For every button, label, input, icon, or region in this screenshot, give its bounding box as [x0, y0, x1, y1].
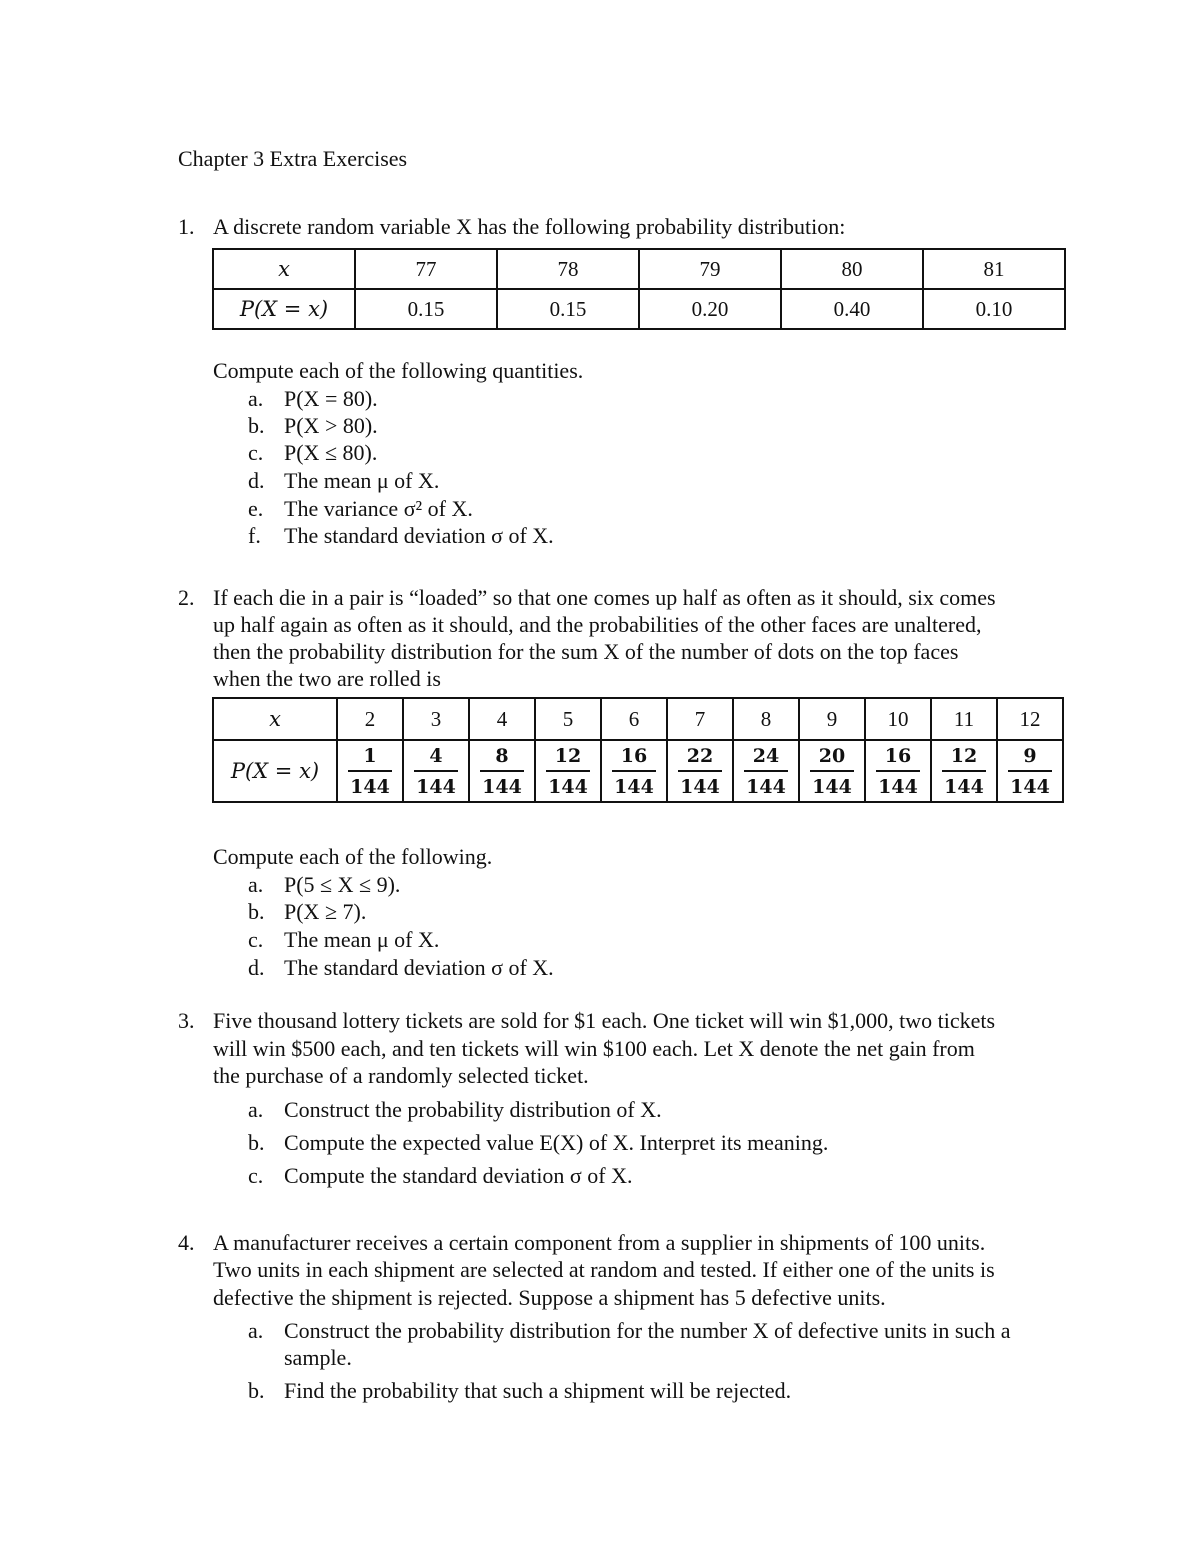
q2-table-x-cell: 7 — [667, 698, 733, 740]
fraction — [744, 744, 788, 799]
q1-item-letter: a. — [248, 386, 264, 411]
fraction-denominator: 144 — [944, 776, 984, 798]
fraction-bar — [612, 770, 656, 772]
q2-table-p-cell — [865, 740, 931, 802]
q2-table-p-cell — [337, 740, 403, 802]
fraction-numerator: 12 — [554, 745, 582, 767]
q1-item-text: P(X ≤ 80). — [284, 440, 378, 465]
q1-item-text: The variance σ² of X. — [284, 496, 473, 521]
fraction-bar — [1008, 770, 1052, 772]
q1-item-letter: c. — [248, 440, 264, 465]
fraction — [414, 744, 458, 799]
fraction — [942, 744, 986, 799]
q2-table-p-cell — [799, 740, 865, 802]
q1-table-p-header: P(X = x) — [213, 289, 355, 329]
q4-text-line: defective the shipment is rejected. Suppose a shipment has 5 defective units. — [213, 1285, 886, 1310]
fraction-denominator: 144 — [812, 776, 852, 798]
q2-table-x-cell: 5 — [535, 698, 601, 740]
q1-text: A discrete random variable X has the following probability distribution: — [213, 214, 846, 239]
q1-table-p-cell: 0.15 — [355, 289, 497, 329]
fraction-numerator: 8 — [495, 745, 509, 767]
q2-table-p-cell — [667, 740, 733, 802]
q4-text-line: Two units in each shipment are selected at random and tested. If either one of the units is — [213, 1257, 995, 1282]
q1-item-letter: e. — [248, 496, 264, 521]
q1-table-p-cell: 0.10 — [923, 289, 1065, 329]
q2-table-x-cell: 3 — [403, 698, 469, 740]
q2-prompt: Compute each of the following. — [213, 844, 493, 869]
q2-table-p-cell — [403, 740, 469, 802]
q1-table-x-cell: 81 — [923, 249, 1065, 289]
q2-table-p-cell — [733, 740, 799, 802]
q1-item-letter: b. — [248, 413, 265, 438]
q2-text-line: then the probability distribution for the sum X of the number of dots on the top faces — [213, 639, 959, 664]
q3-item-letter: b. — [248, 1130, 265, 1155]
q4-item-text-line: Construct the probability distribution for the number X of defective units in such a — [284, 1318, 1011, 1343]
fraction-numerator: 1 — [363, 745, 377, 767]
q1-item-text: The standard deviation σ of X. — [284, 523, 554, 548]
q2-table-x-cell: 4 — [469, 698, 535, 740]
q3-text-line: will win $500 each, and ten tickets will win $100 each. Let X denote the net gain from — [213, 1036, 975, 1061]
fraction-bar — [744, 770, 788, 772]
fraction-bar — [942, 770, 986, 772]
fraction — [876, 744, 920, 799]
fraction-denominator: 144 — [878, 776, 918, 798]
q4-number: 4. — [178, 1230, 195, 1255]
fraction-numerator: 12 — [950, 745, 978, 767]
q1-table-x-header: x — [213, 249, 355, 289]
fraction-denominator: 144 — [416, 776, 456, 798]
fraction-numerator: 4 — [429, 745, 443, 767]
q2-item-letter: c. — [248, 927, 264, 952]
q1-item-text: P(X > 80). — [284, 413, 378, 438]
fraction-denominator: 144 — [746, 776, 786, 798]
fraction-numerator: 16 — [620, 745, 648, 767]
q2-table-p-cell — [601, 740, 667, 802]
q1-table-x-cell: 80 — [781, 249, 923, 289]
q2-table-x-cell: 2 — [337, 698, 403, 740]
q2-table-p-cell — [469, 740, 535, 802]
q2-text-line: when the two are rolled is — [213, 666, 441, 691]
fraction — [1008, 744, 1052, 799]
q2-table-x-cell: 6 — [601, 698, 667, 740]
fraction-bar — [480, 770, 524, 772]
fraction — [810, 744, 854, 799]
fraction-numerator: 16 — [884, 745, 912, 767]
fraction — [612, 744, 656, 799]
q2-table-p-cell — [997, 740, 1063, 802]
fraction — [546, 744, 590, 799]
fraction-numerator: 9 — [1023, 745, 1037, 767]
q4-item-text-line: Find the probability that such a shipment will be rejected. — [284, 1378, 792, 1403]
fraction-bar — [810, 770, 854, 772]
q1-table-p-cell: 0.20 — [639, 289, 781, 329]
q4-text-line: A manufacturer receives a certain component from a supplier in shipments of 100 units. — [213, 1230, 986, 1255]
fraction-numerator: 20 — [818, 745, 846, 767]
q1-table-x-cell: 79 — [639, 249, 781, 289]
fraction — [678, 744, 722, 799]
fraction-denominator: 144 — [548, 776, 588, 798]
fraction-denominator: 144 — [1010, 776, 1050, 798]
q2-table-x-cell: 8 — [733, 698, 799, 740]
q4-item-letter: b. — [248, 1378, 265, 1403]
q3-item-text: Compute the expected value E(X) of X. Interpret its meaning. — [284, 1130, 829, 1155]
q2-table-x-cell: 11 — [931, 698, 997, 740]
fraction-bar — [876, 770, 920, 772]
fraction-denominator: 144 — [680, 776, 720, 798]
q1-item-letter: d. — [248, 468, 265, 493]
q1-item-text: P(X = 80). — [284, 386, 378, 411]
fraction-numerator: 24 — [752, 745, 780, 767]
fraction-denominator: 144 — [482, 776, 522, 798]
q1-item-letter: f. — [248, 523, 261, 548]
q2-number: 2. — [178, 585, 195, 610]
q2-item-letter: d. — [248, 955, 265, 980]
q4-item-letter: a. — [248, 1318, 264, 1343]
q1-item-text: The mean μ of X. — [284, 468, 440, 493]
q2-item-text: P(X ≥ 7). — [284, 899, 367, 924]
q1-table-p-cell: 0.40 — [781, 289, 923, 329]
q2-table-p-cell — [535, 740, 601, 802]
q4-item-text-line: sample. — [284, 1345, 352, 1370]
fraction — [480, 744, 524, 799]
page-title: Chapter 3 Extra Exercises — [178, 146, 408, 171]
q2-table-x-cell: 9 — [799, 698, 865, 740]
q1-prompt: Compute each of the following quantities. — [213, 358, 584, 383]
q2-text-line: up half again as often as it should, and the probabilities of the other faces are unaltered, — [213, 612, 982, 637]
q3-item-letter: c. — [248, 1163, 264, 1188]
q1-distribution-table — [212, 248, 1066, 330]
q2-table-x-cell: 10 — [865, 698, 931, 740]
fraction-bar — [678, 770, 722, 772]
q2-item-text: P(5 ≤ X ≤ 9). — [284, 872, 401, 897]
q2-item-letter: b. — [248, 899, 265, 924]
q2-table-p-header: P(X = x) — [213, 740, 337, 802]
q2-table-p-cell — [931, 740, 997, 802]
q2-text-line: If each die in a pair is “loaded” so that one comes up half as often as it should, six comes — [213, 585, 996, 610]
q3-text-line: the purchase of a randomly selected ticket. — [213, 1063, 589, 1088]
q2-item-text: The standard deviation σ of X. — [284, 955, 554, 980]
q1-table-p-cell: 0.15 — [497, 289, 639, 329]
q3-item-text: Compute the standard deviation σ of X. — [284, 1163, 633, 1188]
q1-table-x-cell: 77 — [355, 249, 497, 289]
fraction — [348, 744, 392, 799]
q1-number: 1. — [178, 214, 195, 239]
fraction-denominator: 144 — [614, 776, 654, 798]
fraction-bar — [414, 770, 458, 772]
q3-number: 3. — [178, 1008, 195, 1033]
q2-distribution-table — [212, 697, 1064, 803]
q2-table-x-cell: 12 — [997, 698, 1063, 740]
fraction-denominator: 144 — [350, 776, 390, 798]
fraction-numerator: 22 — [686, 745, 714, 767]
q3-item-letter: a. — [248, 1097, 264, 1122]
fraction-bar — [546, 770, 590, 772]
q2-item-letter: a. — [248, 872, 264, 897]
q3-item-text: Construct the probability distribution of X. — [284, 1097, 662, 1122]
q3-text-line: Five thousand lottery tickets are sold for $1 each. One ticket will win $1,000, two tickets — [213, 1008, 996, 1033]
q2-table-x-header: x — [213, 698, 337, 740]
fraction-bar — [348, 770, 392, 772]
q2-item-text: The mean μ of X. — [284, 927, 440, 952]
q1-table-x-cell: 78 — [497, 249, 639, 289]
